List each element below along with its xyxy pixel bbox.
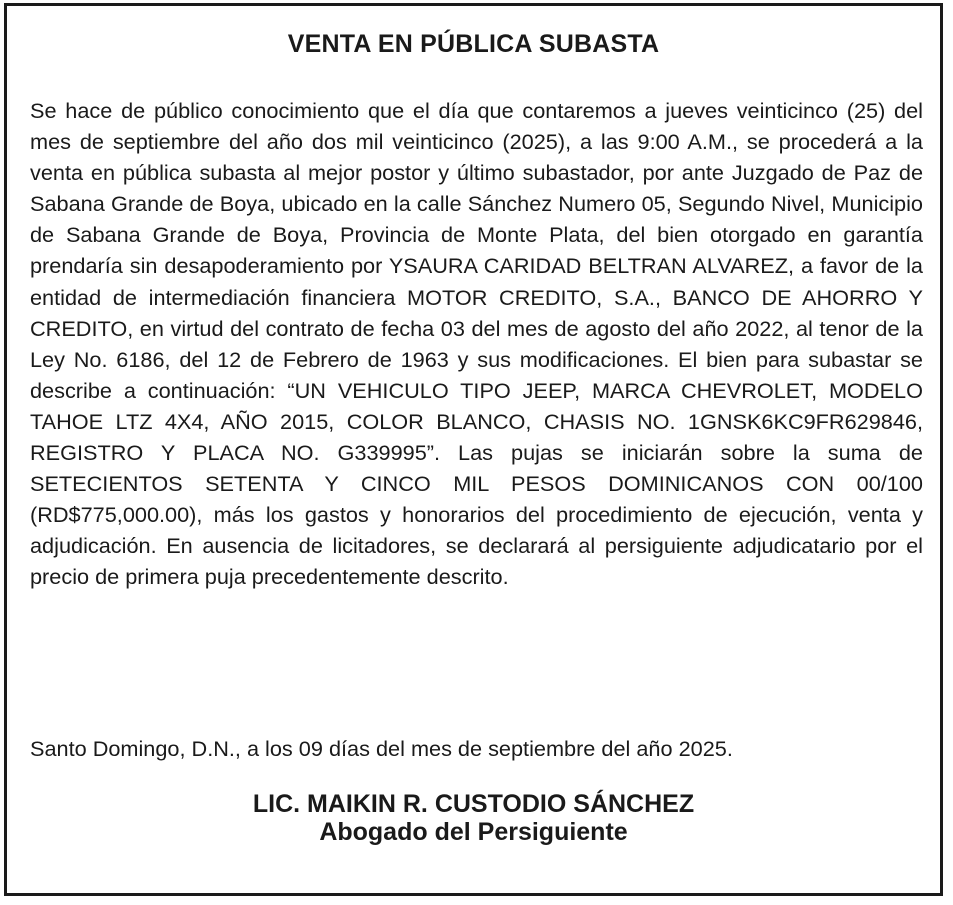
signature-role: Abogado del Persiguiente <box>319 818 628 846</box>
notice-body: Se hace de público conocimiento que el día que contaremos a jueves veinticinco (25) del mes de septiembre del año dos mil veinticinco (2025), a las 9:00 A.M., se procederá a la venta en pública subasta al mejor postor y último subastador, por ante Juzgado de Paz de Sabana Grande de Boya, ubicado en la calle Sánchez Numero 05, Segundo Nivel, Municipio de Sabana Grande de Boya, Provincia de Monte Plata, del bien otorgado en garantía prendaría sin desapoderamiento por YSAURA CARIDAD BELTRAN ALVAREZ, a favor de la entidad de intermediación financiera MOTOR CREDITO, S.A., BANCO DE AHORRO Y CREDITO, en virtud del contrato de fecha 03 del mes de agosto del año 2022, al tenor de la Ley No. 6186, del 12 de Febrero de 1963 y sus modificaciones. El bien para subastar se describe a continuación: “UN VEHICULO TIPO JEEP, MARCA CHEVROLET, MODELO TAHOE LTZ 4X4, AÑO 2015, COLOR BLANCO, CHASIS NO. 1GNSK6KC9FR629846, REGISTRO Y PLACA NO. G339995”. Las pujas se iniciarán sobre la suma de SETECIENTOS SETENTA Y CINCO MIL PESOS DOMINICANOS CON 00/100 (RD$775,000.00), más los gastos y honorarios del procedimiento de ejecución, venta y adjudicación. En ausencia de licitadores, se declarará al persiguiente adjudicatario por el precio de primera puja precedentemente descrito. <box>30 98 923 590</box>
legal-notice <box>4 3 943 896</box>
signature-name: LIC. MAIKIN R. CUSTODIO SÁNCHEZ <box>252 790 695 818</box>
notice-date-line: Santo Domingo, D.N., a los 09 días del mes de septiembre del año 2025. <box>30 736 733 761</box>
notice-title: VENTA EN PÚBLICA SUBASTA <box>287 30 660 58</box>
signature-block <box>7 790 940 846</box>
